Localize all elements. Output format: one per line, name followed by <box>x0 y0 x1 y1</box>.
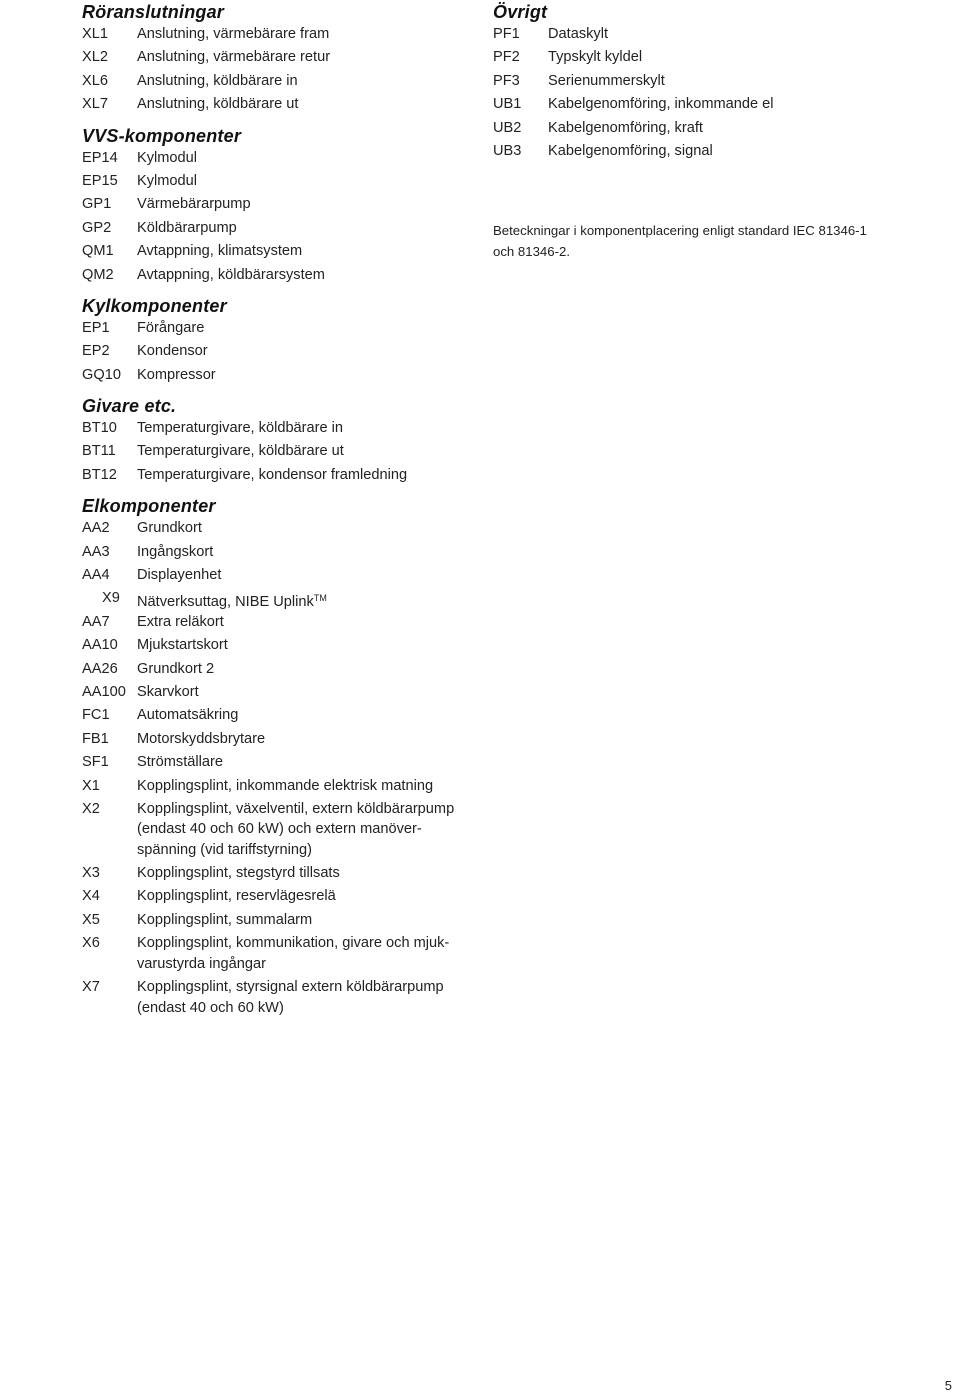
legend-list <box>82 148 482 288</box>
legend-code: BT12 <box>82 466 117 483</box>
legend-row <box>493 94 913 117</box>
legend-row <box>82 341 482 364</box>
legend-code: X7 <box>82 979 100 996</box>
legend-desc: Avtappning, köldbärarsystem <box>137 266 325 283</box>
legend-desc: Kopplingsplint, växelventil, extern köldbärarpump (endast 40 och 60 kW) och extern manöver-spänning (vid tariffstyrning) <box>137 800 455 858</box>
legend-code: XL2 <box>82 49 108 66</box>
legend-desc: Motorskyddsbrytare <box>137 730 266 747</box>
legend-code: AA10 <box>82 637 118 654</box>
trademark-mark: TM <box>313 593 327 604</box>
legend-code: X1 <box>82 777 100 794</box>
legend-desc: Värmebärarpump <box>137 196 251 213</box>
legend-row <box>82 977 482 1021</box>
legend-desc: Avtappning, klimatsystem <box>137 243 303 260</box>
section-elkomponenter <box>82 494 482 1021</box>
section-vvs-komponenter <box>82 124 482 288</box>
legend-list <box>82 418 482 488</box>
legend-row <box>82 776 482 799</box>
legend-row <box>493 24 913 47</box>
legend-desc: Ingångskort <box>137 543 214 560</box>
legend-code: AA7 <box>82 613 110 630</box>
legend-code: FB1 <box>82 730 109 747</box>
legend-desc: Temperaturgivare, köldbärare in <box>137 420 344 437</box>
page-number: 5 <box>944 1378 952 1393</box>
legend-row <box>82 933 482 977</box>
legend-code: PF1 <box>493 26 520 42</box>
legend-code: X6 <box>82 935 100 952</box>
legend-desc: Grundkort 2 <box>137 660 215 677</box>
legend-code: FC1 <box>82 707 110 724</box>
legend-row <box>82 542 482 565</box>
legend-row <box>82 94 482 117</box>
legend-desc: Typskylt kyldel <box>548 49 643 66</box>
legend-row <box>82 365 482 388</box>
legend-row <box>82 910 482 933</box>
legend-row <box>493 141 913 164</box>
legend-row <box>493 47 913 70</box>
legend-code: AA3 <box>82 543 110 560</box>
legend-desc: Anslutning, värmebärare fram <box>137 26 330 42</box>
legend-desc: Kopplingsplint, reservlägesrelä <box>137 888 336 905</box>
legend-desc: Serienummerskylt <box>548 72 665 89</box>
section-title: Övrigt <box>493 2 548 22</box>
legend-code: XL6 <box>82 72 108 89</box>
legend-row <box>82 265 482 288</box>
legend-desc: Automatsäkring <box>137 707 239 724</box>
legend-row <box>82 148 482 171</box>
legend-row <box>82 171 482 194</box>
legend-row <box>82 612 482 635</box>
legend-desc: Förångare <box>137 319 205 336</box>
legend-desc: Temperaturgivare, kondensor framledning <box>137 466 408 483</box>
legend-desc: Kabelgenomföring, kraft <box>548 119 703 136</box>
legend-code: EP14 <box>82 149 118 166</box>
section-ovrigt <box>493 0 913 262</box>
section-title: Kylkomponenter <box>82 295 227 316</box>
legend-desc: Grundkort <box>137 520 202 537</box>
legend-row <box>82 799 482 863</box>
legend-list <box>82 518 482 1021</box>
standard-note: Beteckningar i komponentplacering enligt standard IEC 81346-1 och 81346-2. <box>493 223 867 260</box>
legend-row <box>82 441 482 464</box>
legend-row <box>82 565 482 588</box>
legend-code: X9 <box>102 590 120 607</box>
legend-row <box>82 47 482 70</box>
legend-desc: Kopplingsplint, stegstyrd tillsats <box>137 864 340 881</box>
legend-desc: Kompressor <box>137 366 216 383</box>
legend-code: XL7 <box>82 96 108 113</box>
legend-desc: Kylmodul <box>137 172 198 189</box>
legend-desc: Kabelgenomföring, inkommande el <box>548 96 774 113</box>
legend-row <box>82 729 482 752</box>
legend-desc: Temperaturgivare, köldbärare ut <box>137 443 344 460</box>
legend-code: AA4 <box>82 567 110 584</box>
legend-desc: Displayenhet <box>137 567 222 584</box>
legend-row <box>82 635 482 658</box>
section-roranslutningar <box>82 0 482 118</box>
legend-desc-text: Nätverksuttag, NIBE Uplink <box>137 594 314 611</box>
legend-desc: Mjukstartskort <box>137 637 228 654</box>
legend-row <box>82 518 482 541</box>
legend-code: UB2 <box>493 119 522 136</box>
legend-desc: Kopplingsplint, summalarm <box>137 911 313 928</box>
legend-code: GQ10 <box>82 366 121 383</box>
legend-row <box>82 24 482 47</box>
legend-row <box>82 194 482 217</box>
legend-code: X4 <box>82 888 100 905</box>
legend-row <box>82 659 482 682</box>
legend-row <box>82 318 482 341</box>
legend-desc: Anslutning, värmebärare retur <box>137 49 331 66</box>
legend-code: AA2 <box>82 520 110 537</box>
legend-row <box>493 71 913 94</box>
legend-code: SF1 <box>82 754 109 771</box>
legend-code: BT11 <box>82 443 116 460</box>
section-title: VVS-komponenter <box>82 125 242 146</box>
section-givare <box>82 394 482 488</box>
legend-row <box>493 118 913 141</box>
legend-list <box>493 24 913 164</box>
legend-desc: Kopplingsplint, kommunikation, givare och mjuk-varustyrda ingångar <box>137 935 450 972</box>
legend-row <box>82 863 482 886</box>
legend-desc: Kondensor <box>137 343 208 360</box>
legend-code: GP1 <box>82 196 112 213</box>
legend-desc: Köldbärarpump <box>137 219 237 236</box>
legend-code: BT10 <box>82 420 117 437</box>
legend-desc: Anslutning, köldbärare in <box>137 72 298 89</box>
legend-row <box>82 682 482 705</box>
legend-list <box>82 24 482 118</box>
legend-desc: Kabelgenomföring, signal <box>548 142 713 159</box>
legend-code: QM2 <box>82 266 114 283</box>
legend-desc: Kopplingsplint, styrsignal extern köldbärarpump (endast 40 och 60 kW) <box>137 979 444 1016</box>
legend-row <box>82 241 482 264</box>
legend-code: AA100 <box>82 683 126 700</box>
section-title: Elkomponenter <box>82 496 216 517</box>
legend-row <box>82 752 482 775</box>
legend-code: PF2 <box>493 49 520 66</box>
legend-code: X5 <box>82 911 100 928</box>
legend-desc: Strömställare <box>137 754 223 771</box>
legend-desc: Anslutning, köldbärare ut <box>137 96 299 113</box>
legend-row <box>82 705 482 728</box>
legend-row <box>82 218 482 241</box>
legend-row <box>82 886 482 909</box>
legend-desc: Skarvkort <box>137 683 199 700</box>
legend-code: XL1 <box>82 26 108 42</box>
legend-code: GP2 <box>82 219 112 236</box>
legend-code: UB3 <box>493 142 522 159</box>
legend-code: EP1 <box>82 319 110 336</box>
legend-desc: Kopplingsplint, inkommande elektrisk matning <box>137 777 434 794</box>
legend-row <box>82 465 482 488</box>
legend-code: EP2 <box>82 343 110 360</box>
legend-row <box>82 71 482 94</box>
legend-code: X2 <box>82 800 100 817</box>
legend-desc <box>137 588 482 611</box>
legend-desc: Kylmodul <box>137 149 198 166</box>
legend-desc: Extra reläkort <box>137 613 224 630</box>
legend-code: AA26 <box>82 660 118 677</box>
legend-code: EP15 <box>82 172 118 189</box>
section-title: Röranslutningar <box>82 2 225 22</box>
right-column <box>493 0 913 276</box>
section-title: Givare etc. <box>82 396 177 417</box>
legend-code: QM1 <box>82 243 114 260</box>
legend-code: PF3 <box>493 72 520 89</box>
legend-row <box>82 418 482 441</box>
legend-list <box>82 318 482 388</box>
legend-code: UB1 <box>493 96 522 113</box>
left-column <box>82 0 482 1021</box>
section-kylkomponenter <box>82 294 482 388</box>
legend-code: X3 <box>82 864 100 881</box>
legend-row <box>82 588 482 611</box>
legend-desc: Dataskylt <box>548 26 609 42</box>
